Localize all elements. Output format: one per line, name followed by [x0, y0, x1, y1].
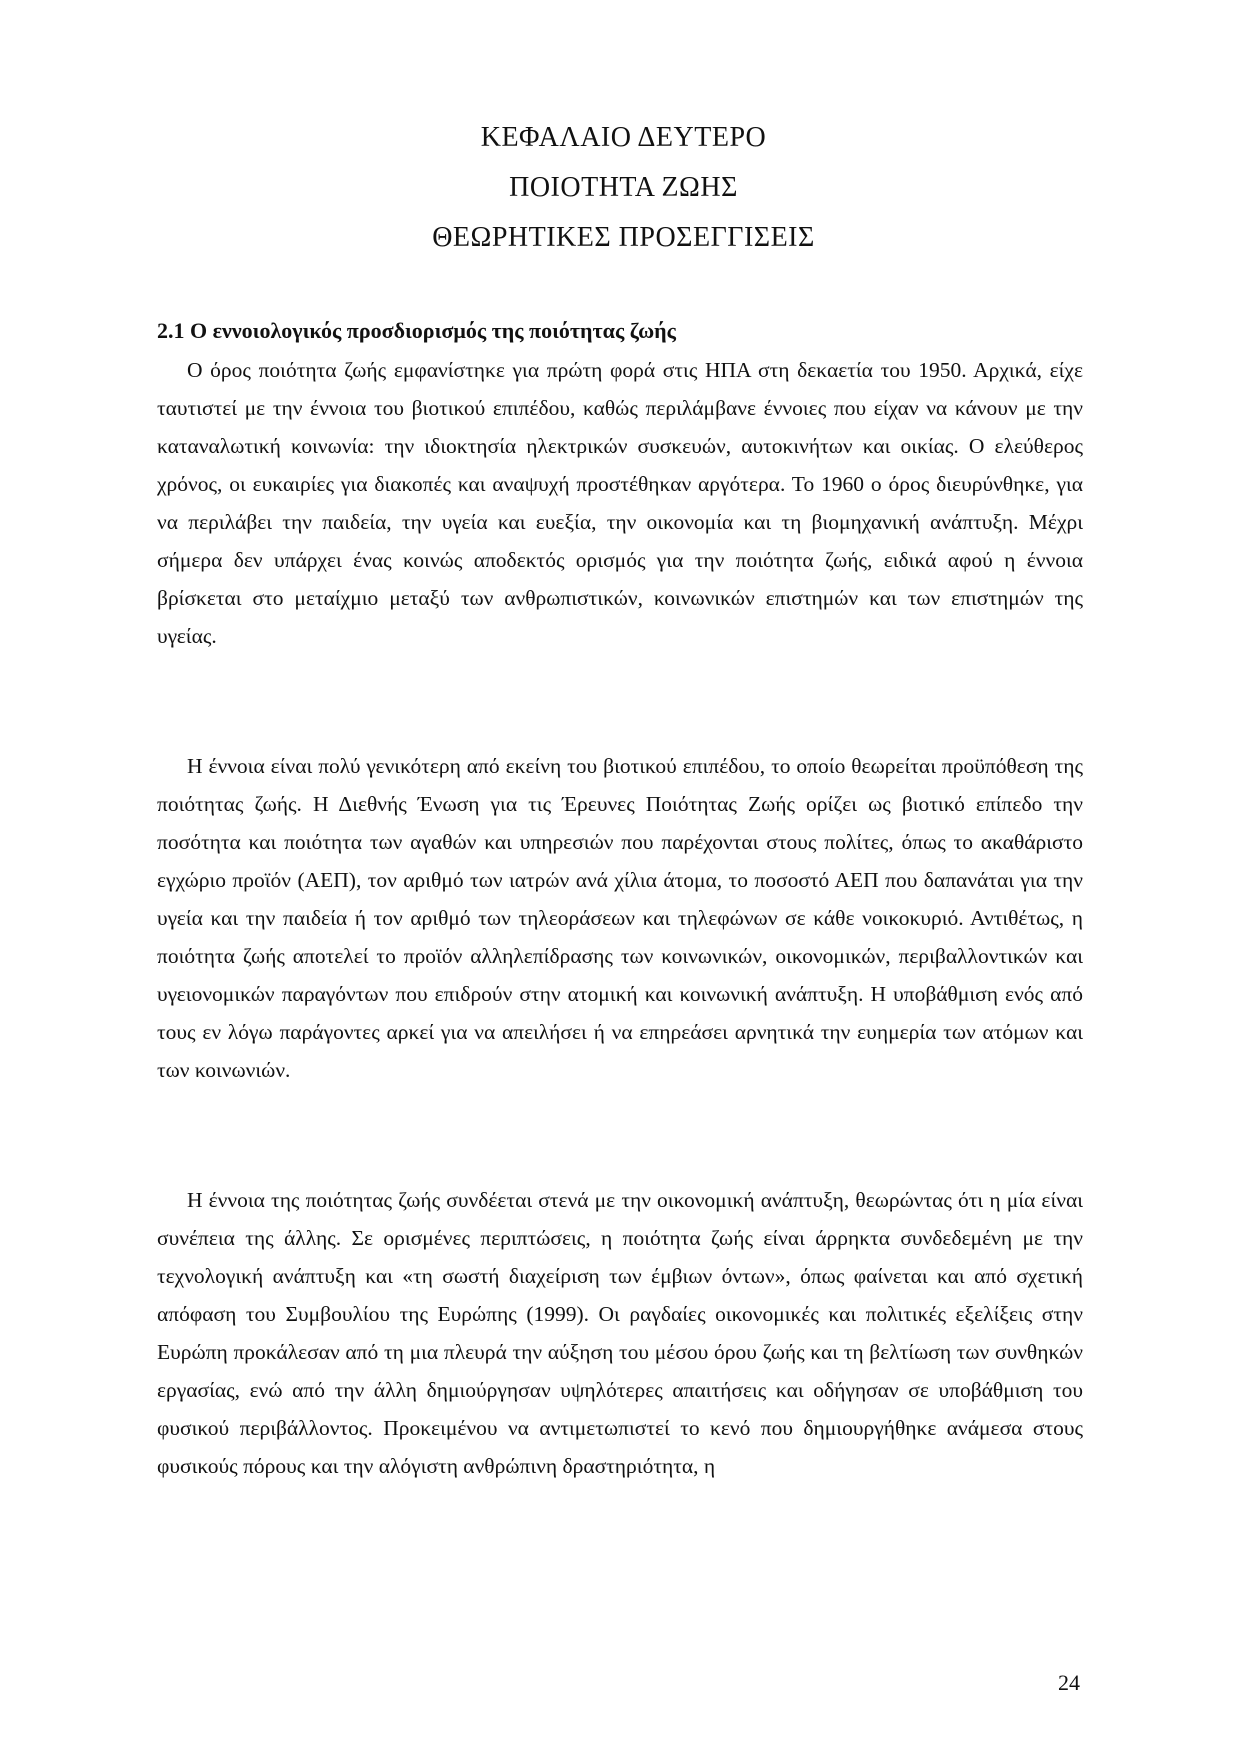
page-number: 24: [1058, 1670, 1080, 1695]
chapter-heading: ΚΕΦΑΛΑΙΟ ΔΕΥΤΕΡΟ: [480, 122, 767, 153]
chapter-subtitle: ΘΕΩΡΗΤΙΚΕΣ ΠΡΟΣΕΓΓΙΣΕΙΣ: [432, 222, 815, 253]
paragraph-2: Η έννοια είναι πολύ γενικότερη από εκείνη του βιοτικού επιπέδου, το οποίο θεωρείται προϋπόθεση της ποιότητας ζωής. Η Διεθνής Ένωση για τις Έρευνες Ποιότητας Ζωής ορίζει ως βιοτικό επίπεδο την ποσότητα και ποιότητα των αγαθών και υπηρεσιών που παρέχονται στους πολίτες, όπως το ακαθάριστο εγχώριο προϊόν (ΑΕΠ), τον αριθμό των ιατρών ανά χίλια άτομα, το ποσοστό ΑΕΠ που δαπανάται για την υγεία και την παιδεία ή τον αριθμό των τηλεοράσεων και τηλεφώνων σε κάθε νοικοκυριό. Αντιθέτως, η ποιότητα ζωής αποτελεί το προϊόν αλληλεπίδρασης των κοινωνικών, οικονομικών, περιβαλλοντικών και υγειονομικών παραγόντων που επιδρούν στην ατομική και κοινωνική ανάπτυξη. Η υποβάθμιση ενός από τους εν λόγω παράγοντες αρκεί για να απειλήσει ή να επηρεάσει αρνητικά την ευημερία των ατόμων και των κοινωνιών.: [157, 754, 1083, 1082]
section-title: 2.1 Ο εννοιολογικός προσδιορισμός της ποιότητας ζωής: [157, 318, 676, 343]
paragraph-3: Η έννοια της ποιότητας ζωής συνδέεται στενά με την οικονομική ανάπτυξη, θεωρώντας ότι η μία είναι συνέπεια της άλλης. Σε ορισμένες περιπτώσεις, η ποιότητα ζωής είναι άρρηκτα συνδεδεμένη με την τεχνολογική ανάπτυξη και «τη σωστή διαχείριση των έμβιων όντων», όπως φαίνεται και από σχετική απόφαση του Συμβουλίου της Ευρώπης (1999). Οι ραγδαίες οικονομικές και πολιτικές εξελίξεις στην Ευρώπη προκάλεσαν από τη μια πλευρά την αύξηση του μέσου όρου ζωής και τη βελτίωση των συνθηκών εργασίας, ενώ από την άλλη δημιούργησαν υψηλότερες απαιτήσεις και οδήγησαν σε υποβάθμιση του φυσικού περιβάλλοντος. Προκειμένου να αντιμετωπιστεί το κενό που δημιουργήθηκε ανάμεσα στους φυσικούς πόρους και την αλόγιστη ανθρώπινη δραστηριότητα, η: [157, 1188, 1083, 1478]
chapter-title: ΠΟΙΟΤΗΤΑ ΖΩΗΣ: [509, 172, 738, 203]
paragraph-1: Ο όρος ποιότητα ζωής εμφανίστηκε για πρώτη φορά στις ΗΠΑ στη δεκαετία του 1950. Αρχικά, είχε ταυτιστεί με την έννοια του βιοτικού επιπέδου, καθώς περιλάμβανε έννοιες που είχαν να κάνουν με την καταναλωτική κοινωνία: την ιδιοκτησία ηλεκτρικών συσκευών, αυτοκινήτων και οικίας. Ο ελεύθερος χρόνος, οι ευκαιρίες για διακοπές και αναψυχή προστέθηκαν αργότερα. Το 1960 ο όρος διευρύνθηκε, για να περιλάβει την παιδεία, την υγεία και ευεξία, την οικονομία και τη βιομηχανική ανάπτυξη. Μέχρι σήμερα δεν υπάρχει ένας κοινώς αποδεκτός ορισμός για την ποιότητα ζωής, ειδικά αφού η έννοια βρίσκεται στο μεταίχμιο μεταξύ των ανθρωπιστικών, κοινωνικών επιστημών και των επιστημών της υγείας.: [157, 358, 1083, 648]
